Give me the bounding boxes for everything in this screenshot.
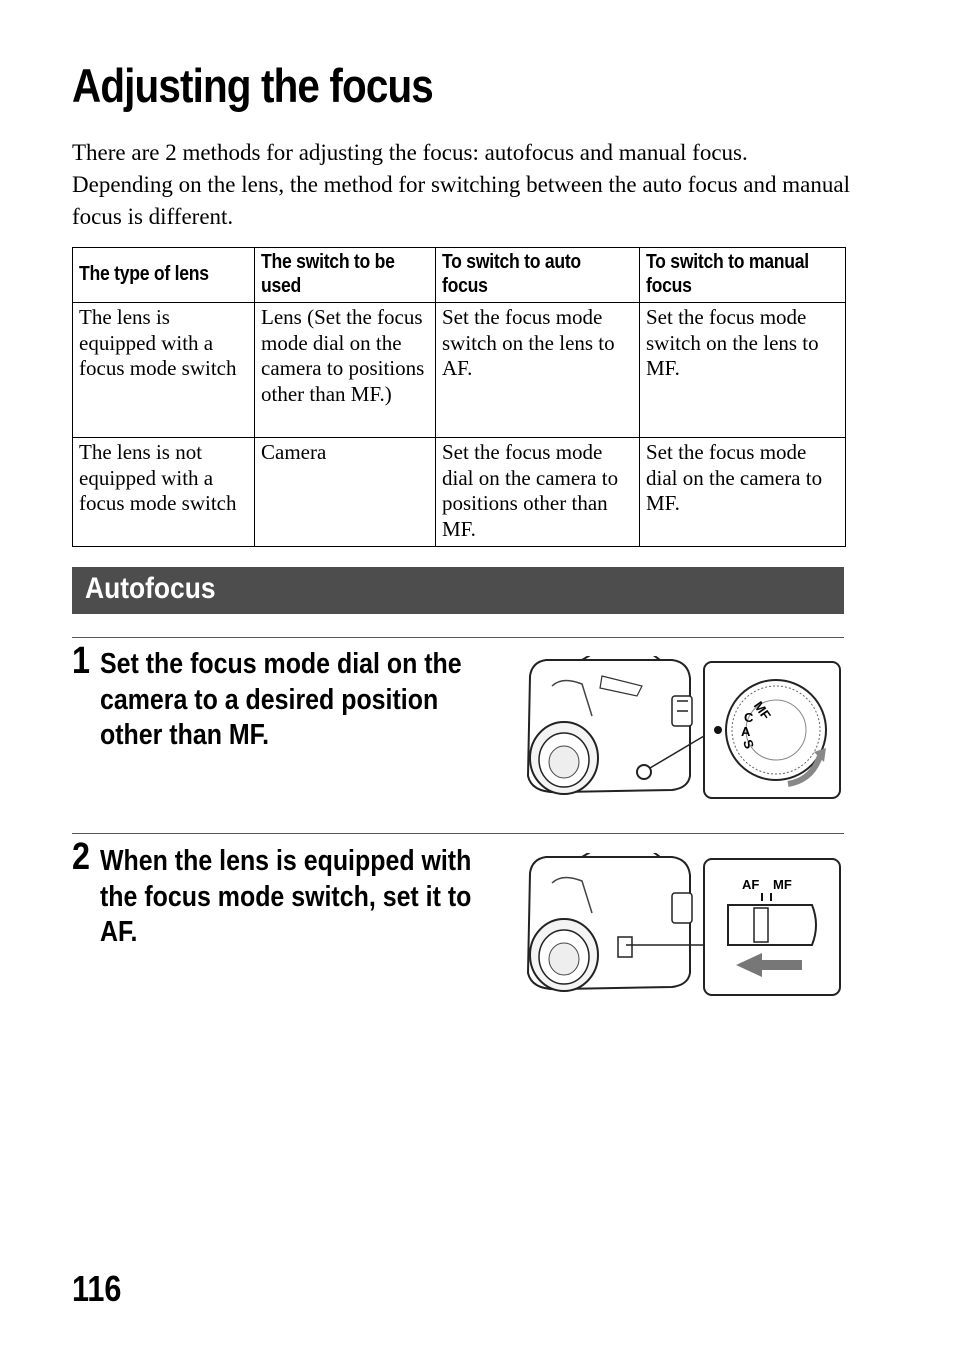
step-number: 1 — [72, 640, 90, 682]
focus-method-table — [72, 247, 846, 547]
table-cell: Set the focus mode dial on the camera to MF. — [640, 438, 846, 547]
step-divider — [72, 833, 844, 834]
dial-label: C — [744, 710, 754, 725]
step-divider — [72, 637, 844, 638]
step-instruction: When the lens is equipped with the focus mode switch, set it to AF. — [100, 845, 472, 948]
intro-paragraph: There are 2 methods for adjusting the focus: autofocus and manual focus. Depending on the lens, the method for switching between the auto focus and manual focus is different. — [72, 140, 850, 229]
table-row — [73, 303, 846, 438]
table-header-cell: The type of lens — [73, 248, 255, 303]
table-cell: The lens is not equipped with a focus mode switch — [73, 438, 255, 547]
table-cell: Lens (Set the focus mode dial on the camera to positions other than MF.) — [255, 303, 436, 438]
table-cell: The lens is equipped with a focus mode switch — [73, 303, 255, 438]
dial-label: A — [741, 724, 751, 739]
table-header-row — [73, 248, 846, 303]
section-header — [72, 567, 844, 614]
section-title: Autofocus — [85, 572, 216, 605]
table-header-cell: The switch to be used — [255, 248, 436, 303]
dial-label: MF — [750, 698, 774, 723]
camera-focus-dial-icon — [522, 656, 844, 802]
switch-label-af: AF — [742, 877, 760, 892]
table-cell: Camera — [255, 438, 436, 547]
page-title: Adjusting the focus — [72, 59, 433, 112]
page-number: 116 — [72, 1268, 122, 1309]
switch-label-mf: MF — [773, 877, 792, 892]
table-header-cell: To switch to auto focus — [436, 248, 640, 303]
table-cell: Set the focus mode switch on the lens to AF. — [436, 303, 640, 438]
table-header-cell: To switch to manual focus — [640, 248, 846, 303]
table-cell: Set the focus mode switch on the lens to MF. — [640, 303, 846, 438]
step-instruction: Set the focus mode dial on the camera to a desired position other than MF. — [100, 648, 462, 751]
lens-focus-switch-icon — [522, 853, 844, 999]
step-number: 2 — [72, 836, 90, 878]
table-cell: Set the focus mode dial on the camera to positions other than MF. — [436, 438, 640, 547]
table-row — [73, 438, 846, 547]
dial-label: S — [740, 737, 758, 751]
